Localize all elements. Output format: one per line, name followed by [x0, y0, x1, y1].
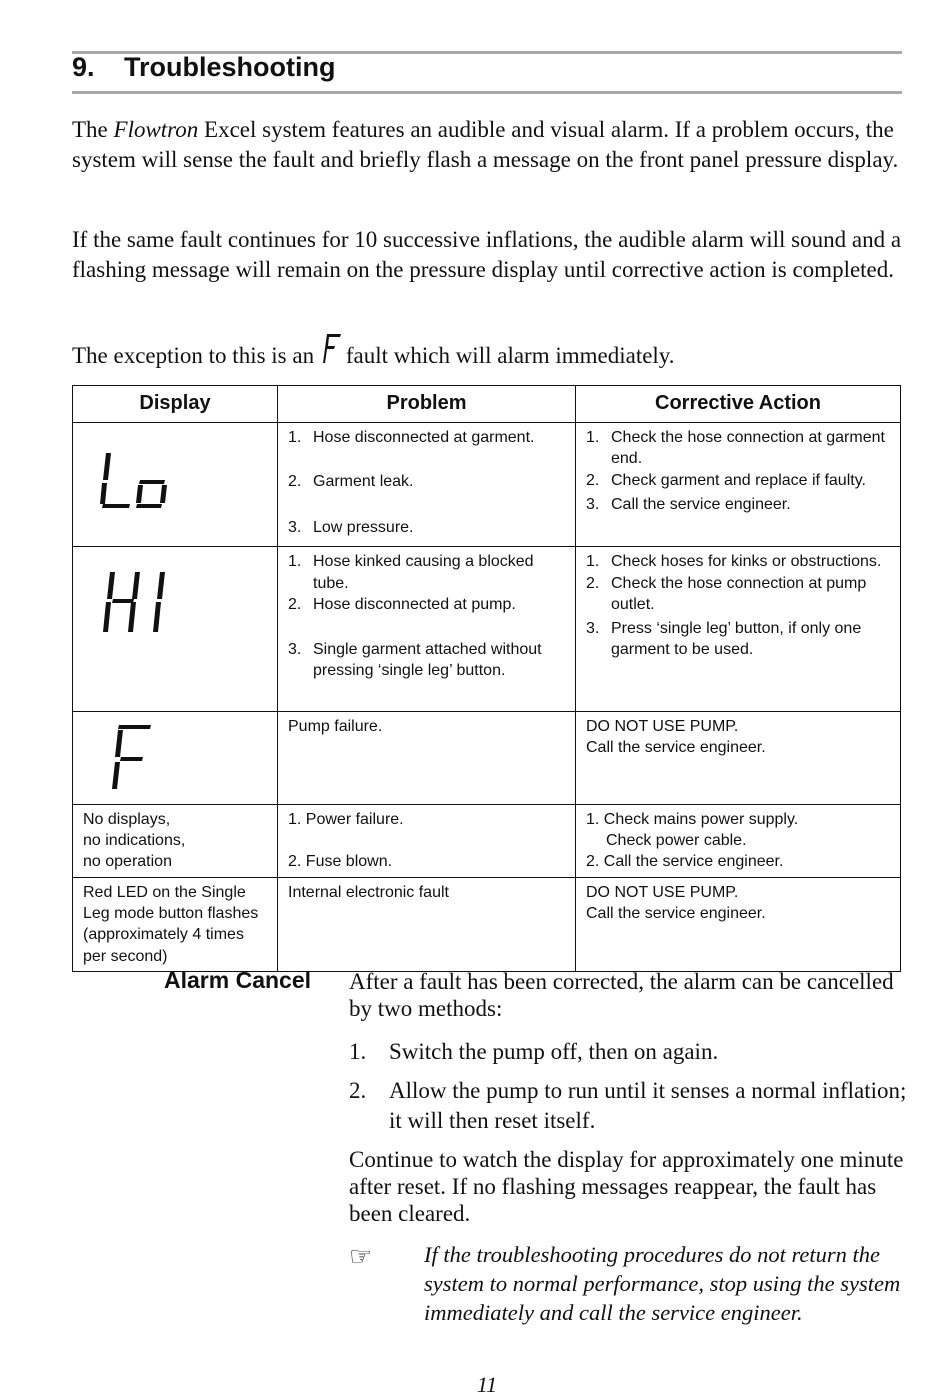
- alarm-cancel-label: Alarm Cancel: [164, 967, 312, 993]
- header-corrective-action: Corrective Action: [576, 386, 901, 423]
- problem-line: 1. Power failure.: [288, 810, 404, 828]
- display-line: no indications,: [83, 832, 186, 850]
- step-number: 1.: [349, 1039, 367, 1064]
- table-row: [73, 711, 901, 804]
- table-row: [73, 804, 901, 877]
- table-row: [73, 547, 901, 711]
- section-title: Troubleshooting: [124, 52, 336, 82]
- heading-underline: [72, 91, 902, 94]
- intro-paragraph-1: [72, 115, 902, 175]
- problem-cell: [278, 423, 576, 547]
- inline-f-display-glyph: [322, 333, 342, 365]
- display-line: No displays,: [83, 810, 171, 828]
- list-item: 2. Hose disconnected at pump.: [288, 595, 516, 613]
- action-cell: [576, 877, 901, 971]
- alarm-cancel-follow-up: Continue to watch the display for approximately one minute after reset. If no flashing messages reappear, the fault has been cleared.: [349, 1147, 904, 1226]
- troubleshooting-table: [72, 385, 901, 972]
- display-cell-no-displays: [73, 804, 278, 877]
- intro-paragraph-3: [72, 333, 902, 371]
- intro-p3-post: fault which will alarm immediately.: [345, 343, 675, 368]
- list-item: 2. Garment leak.: [288, 473, 414, 491]
- section-heading: [72, 52, 335, 83]
- problem-list: [288, 551, 567, 681]
- header-display: Display: [73, 386, 278, 423]
- f-display-glyph: [73, 712, 277, 798]
- display-cell-red-led: [73, 877, 278, 971]
- section-number: 9.: [72, 52, 95, 82]
- display-text: Red LED on the Single Leg mode button flashes (approximately 4 times per second): [83, 883, 259, 965]
- action-text: Call the service engineer.: [586, 905, 766, 923]
- table-row: [73, 877, 901, 971]
- action-cell: [576, 804, 901, 877]
- problem-list: [288, 427, 567, 538]
- note-text: If the troubleshooting procedures do not return the system to normal performance, stop using the system immediately and call the service engineer.: [424, 1242, 901, 1325]
- display-cell-lo: [73, 423, 278, 547]
- hi-display-glyph: [73, 547, 277, 704]
- display-cell-f: [73, 711, 278, 804]
- step-number: 2.: [349, 1078, 367, 1103]
- intro-p1-pre: The: [72, 117, 114, 142]
- list-item: 3. Low pressure.: [288, 518, 414, 536]
- action-list: [586, 427, 892, 515]
- intro-paragraph-2: [72, 225, 902, 285]
- alarm-cancel-intro: After a fault has been corrected, the alarm can be cancelled by two methods:: [349, 969, 894, 1021]
- alarm-cancel-step: [349, 1076, 909, 1136]
- warning-text: DO NOT USE PUMP.: [586, 717, 739, 735]
- list-item: 2. Check the hose connection at pump outlet.: [586, 574, 867, 613]
- pointing-hand-icon: ☞: [349, 1242, 373, 1271]
- problem-cell: [278, 877, 576, 971]
- header-problem: Problem: [278, 386, 576, 423]
- problem-cell: [278, 711, 576, 804]
- warning-text: DO NOT USE PUMP.: [586, 883, 739, 901]
- list-item: 1. Hose kinked causing a blocked tube.: [288, 553, 534, 592]
- brand-name: Flowtron: [113, 117, 199, 142]
- problem-cell: [278, 804, 576, 877]
- alarm-cancel-step: [349, 1037, 909, 1067]
- list-item: 2. Check garment and replace if faulty.: [586, 471, 866, 489]
- display-line: no operation: [83, 853, 172, 871]
- action-list: [586, 551, 892, 660]
- action-cell: [576, 547, 901, 711]
- action-line: 2. Call the service engineer.: [586, 853, 784, 871]
- problem-text: Pump failure.: [288, 717, 383, 735]
- lo-display-glyph: [73, 423, 277, 540]
- action-text: Call the service engineer.: [586, 738, 766, 756]
- list-item: 3. Press ‘single leg’ button, if only one garment to be used.: [586, 620, 862, 659]
- step-text: Switch the pump off, then on again.: [389, 1039, 719, 1064]
- list-item: 1. Hose disconnected at garment.: [288, 429, 535, 446]
- action-cell: [576, 423, 901, 547]
- problem-cell: [278, 547, 576, 711]
- intro-p2: If the same fault continues for 10 successive inflations, the audible alarm will sound and a flashing message will remain on the pressure display until corrective action is completed.: [72, 227, 902, 282]
- list-item: 3. Single garment attached without pressing ‘single leg’ button.: [288, 641, 542, 680]
- action-line: 1. Check mains power supply.: [586, 810, 799, 828]
- intro-p3-pre: The exception to this is an: [72, 343, 315, 368]
- list-item: 1. Check hoses for kinks or obstructions.: [586, 553, 882, 571]
- action-line: Check power cable.: [606, 832, 747, 850]
- display-cell-hi: [73, 547, 278, 711]
- list-item: 1. Check the hose connection at garment end.: [586, 429, 885, 468]
- table-header-row: [73, 386, 901, 423]
- step-text: Allow the pump to run until it senses a normal inflation; it will then reset itself.: [389, 1078, 907, 1133]
- table-row: [73, 423, 901, 547]
- problem-text: Internal electronic fault: [288, 883, 449, 901]
- problem-line: 2. Fuse blown.: [288, 853, 393, 871]
- action-cell: [576, 711, 901, 804]
- page-number: 11: [476, 1372, 498, 1397]
- intro-p1-post: Excel system features an audible and visual alarm. If a problem occurs, the system will sense the fault and briefly flash a message on the front panel pressure display.: [72, 117, 899, 172]
- list-item: 3. Call the service engineer.: [586, 495, 791, 513]
